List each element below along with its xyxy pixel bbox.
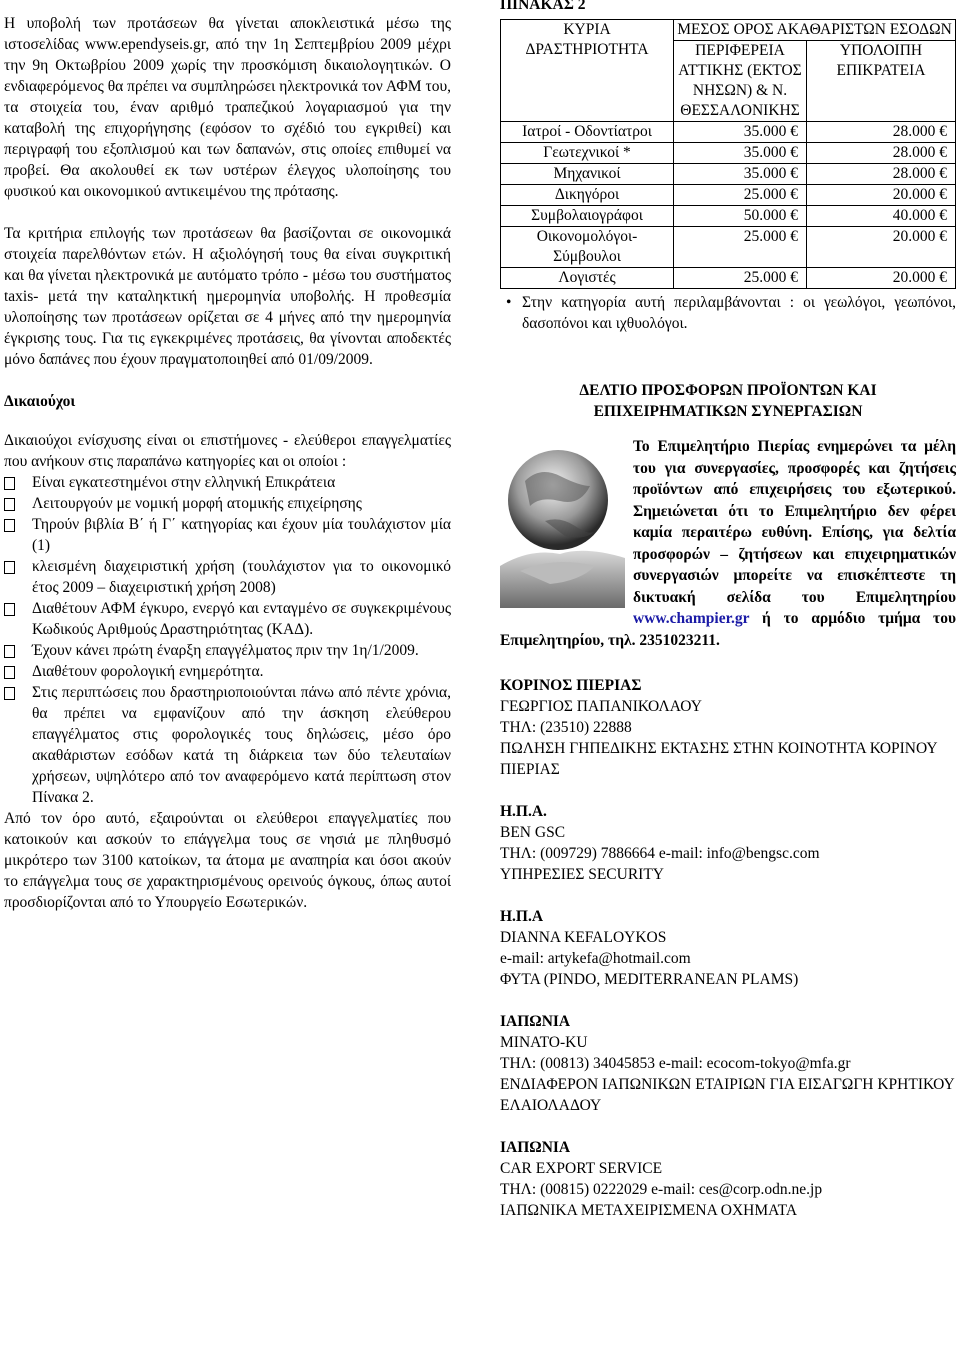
contact-line: ΦΥΤΑ (PINDO, MEDITERRANEAN PLAMS) [500,971,799,988]
cell-rest: 40.000 € [807,206,956,227]
list-item: Είναι εγκατεστημένοι στην ελληνική Επικράτεια [4,472,451,493]
contact-line: ΓΕΩΡΓΙΟΣ ΠΑΠΑΝΙΚΟΛΑΟΥ [500,698,702,715]
table-row [501,268,956,289]
checkbox-icon [4,519,15,532]
cell-activity: Λογιστές [501,268,674,289]
checkbox-icon [4,666,15,679]
checkbox-icon [4,645,15,658]
table-row [501,185,956,206]
contact-entry [500,1137,956,1221]
list-item: κλεισμένη διαχειριστική χρήση (τουλάχιστον για το οικονομικό έτος 2009 – διαχειριστική χρήση 2008) [4,556,451,598]
cell-activity: Συμβολαιογράφοι [501,206,674,227]
contact-line: CAR EXPORT SERVICE [500,1160,663,1177]
cell-activity: Γεωτεχνικοί * [501,143,674,164]
contact-entry [500,906,956,990]
beneficiaries-list [4,472,451,808]
contact-country: ΚΟΡΙΝΟΣ ΠΙΕΡΙΑΣ [500,677,642,694]
contact-entry [500,801,956,885]
list-item: Τηρούν βιβλία Β΄ ή Γ΄ κατηγορίας και έχουν μία τουλάχιστον μία (1) [4,514,451,556]
col-header-rest: ΥΠΟΛΟΙΠΗ ΕΠΙΚΡΑΤΕΙΑ [807,41,956,122]
contact-line: ΤΗΛ: (23510) 22888 [500,719,632,736]
contact-line: BEN GSC [500,824,566,841]
cell-attica: 25.000 € [674,227,807,268]
table-title: ΠΙΝΑΚΑΣ 2 [500,0,586,13]
deltio-block [500,436,956,651]
checkbox-icon [4,477,15,490]
exception-paragraph: Από τον όρο αυτό, εξαιρούνται οι ελεύθεροι επαγγελματίες που κατοικούν και ασκούν το επάγγελμα τους σε νησιά με πληθυσμό μικρότερο των 3100 κατοίκων, τα άτομα με αναπηρία και όσοι ακούν το επάγγελμα τους σε χαρακτηρισμένους ορεινούς όγκους, όπως αυτοί προσδιορίζονται από το Υπουργείο Εσωτερικών. [4,810,451,911]
cell-attica: 25.000 € [674,185,807,206]
cell-rest: 20.000 € [807,268,956,289]
checkbox-icon [4,603,15,616]
cell-rest: 20.000 € [807,227,956,268]
cell-rest: 28.000 € [807,122,956,143]
checkbox-icon [4,498,15,511]
contact-line: ΠΩΛΗΣΗ ΓΗΠΕΔΙΚΗΣ ΕΚΤΑΣΗΣ ΣΤΗΝ ΚΟΙΝΟΤΗΤΑ ΚΟΡΙΝΟΥ ΠΙΕΡΙΑΣ [500,740,938,778]
contact-line: ΤΗΛ: (00813) 34045853 e-mail: ecocom-tokyo@mfa.gr [500,1055,851,1072]
beneficiaries-heading: Δικαιούχοι [4,393,76,410]
cell-attica: 25.000 € [674,268,807,289]
contact-country: Η.Π.Α. [500,803,547,820]
checkbox-icon [4,561,15,574]
cell-attica: 35.000 € [674,143,807,164]
contact-line: ΕΝΔΙΑΦΕΡΟΝ ΙΑΠΩΝΙΚΩΝ ΕΤΑΙΡΙΩΝ ΓΙΑ ΕΙΣΑΓΩΓΗ ΚΡΗΤΙΚΟΥ ΕΛΑΙΟΛΑΔΟΥ [500,1076,955,1114]
table-row [501,164,956,185]
contact-entry [500,675,956,780]
contact-line: MINATO-KU [500,1034,588,1051]
deltio-heading: ΔΕΛΤΙΟ ΠΡΟΣΦΟΡΩΝ ΠΡΟΪΟΝΤΩΝ ΚΑΙ ΕΠΙΧΕΙΡΗΜΑΤΙΚΩΝ ΣΥΝΕΡΓΑΣΙΩΝ [579,382,877,420]
list-item: Έχουν κάνει πρώτη έναρξη επαγγέλματος πριν την 1η/1/2009. [4,640,451,661]
list-item: Στις περιπτώσεις που δραστηριοποιούνται πάνω από πέντε χρόνια, θα πρέπει να εμφανίζουν από την άσκηση ελεύθερου επαγγέλματος στις φορολογικές τους δηλώσεις, μέσο όρο ακαθάριστων εσόδων κατά τη διάρκεια των δύο τελευταίων χρήσεων, υψηλότερο από τον αναφερόμενο κατά περίπτωση στον Πίνακα 2. [4,682,451,808]
table-row [501,122,956,143]
left-column [4,0,451,913]
cell-activity: Μηχανικοί [501,164,674,185]
contact-line: ΤΗΛ: (00815) 0222029 e-mail: ces@corp.odn.ne.jp [500,1181,823,1198]
cell-attica: 50.000 € [674,206,807,227]
contacts-list [500,675,956,1221]
criteria-paragraph: Τα κριτήρια επιλογής των προτάσεων θα βασίζονται σε οικονομικά στοιχεία παρελθόντων ετών. Η αξιολόγησή τους θα είναι συγκριτική και θα γίνεται ηλεκτρονικά με αυτόματο τρόπο - μέσω του συστήματος taxis- μετά την καταληκτική ημερομηνία υποβολής. Η προθεσμία υλοποίησης των προτάσεων ορίζεται σε 4 μήνες από την ημερομηνία έγκρισης τους. Για τις εγκεκριμένες προτάσεις, θα γίνονται αποδεκτές μόνο δαπάνες που έχουν πραγματοποιηθεί από 01/09/2009. [4,225,451,368]
submission-paragraph: Η υποβολή των προτάσεων θα γίνεται αποκλειστικά μέσω της ιστοσελίδας www.ependyseis.gr, από την 1η Σεπτεμβρίου 2009 μέχρι την 9η Οκτωβρίου 2009 χωρίς την προσκόμιση δικαιολογητικών. Ο ενδιαφερόμενος θα πρέπει να συμπληρώσει ηλεκτρονικά τον ΑΦΜ του, τα στοιχεία του, έναν αριθμό τραπεζικού λογαριασμού για την καταβολή της επιχορήγησης (εφόσον το σχέδιό του εγκριθεί) και περιγραφή του εξοπλισμού και των δαπανών, στις οποίες επιθυμεί να προβεί. Θα ακολουθεί εκ των υστέρων έλεγχος υλοποίησης του φυσικού και οικονομικού αντικειμένου της πρότασης. [4,15,451,200]
cell-activity: Οικονομολόγοι-Σύμβουλοι [501,227,674,268]
col-header-group: ΜΕΣΟΣ ΟΡΟΣ ΑΚΑΘΑΡΙΣΤΩΝ ΕΣΟΔΩΝ [674,20,956,41]
cell-attica: 35.000 € [674,122,807,143]
contact-country: ΙΑΠΩΝΙΑ [500,1013,571,1030]
cell-activity: Ιατροί - Οδοντίατροι [501,122,674,143]
col-header-activity: ΚΥΡΙΑ ΔΡΑΣΤΗΡΙΟΤΗΤΑ [501,20,674,122]
list-item: Λειτουργούν με νομική μορφή ατομικής επιχείρησης [4,493,451,514]
checkbox-icon [4,687,15,700]
contact-line: ΙΑΠΩΝΙΚΑ ΜΕΤΑΧΕΙΡΙΣΜΕΝΑ ΟΧΗΜΑΤΑ [500,1202,798,1219]
cell-attica: 35.000 € [674,164,807,185]
col-header-attica: ΠΕΡΙΦΕΡΕΙΑ ΑΤΤΙΚΗΣ (ΕΚΤΟΣ ΝΗΣΩΝ) & Ν. ΘΕΣΣΑΛΟΝΙΚΗΣ [674,41,807,122]
contact-country: ΙΑΠΩΝΙΑ [500,1139,571,1156]
contact-line: DIANNA KEFALOYKOS [500,929,667,946]
income-table [500,19,956,289]
cell-rest: 28.000 € [807,143,956,164]
table-row [501,143,956,164]
contact-country: Η.Π.Α [500,908,544,925]
right-column [500,0,956,1242]
globe-handshake-image [500,436,625,608]
deltio-text: Το Επιμελητήριο Πιερίας ενημερώνει τα μέλη του για συνεργασίες, προσφορές και ζητήσεις προϊόντων από επιχειρήσεις του εξωτερικού. Σημειώνεται ότι το Επιμελητήριο δεν φέρει καμία περαιτέρω ευθύνη. Επίσης, για δελτία προσφορών – ζητήσεων και επιχειρηματικών συνεργασιών μπορείτε να επισκέπτεστε τη δικτυακή σελίδα του Επιμελητηρίου [633,438,956,606]
cell-activity: Δικηγόροι [501,185,674,206]
contact-line: ΥΠΗΡΕΣΙΕΣ SECURITY [500,866,664,883]
cell-rest: 20.000 € [807,185,956,206]
cell-rest: 28.000 € [807,164,956,185]
beneficiaries-intro: Δικαιούχοι ενίσχυσης είναι οι επιστήμονες - ελεύθεροι επαγγελματίες που ανήκουν στις παραπάνω κατηγορίες και οι οποίοι : [4,432,451,470]
list-item: Διαθέτουν φορολογική ενημερότητα. [4,661,451,682]
list-item: Διαθέτουν ΑΦΜ έγκυρο, ενεργό και ενταγμένο σε συγκεκριμένους Κωδικούς Αριθμούς Δραστηριότητας (ΚΑΔ). [4,598,451,640]
table-row [501,227,956,268]
contact-entry [500,1011,956,1116]
table-row [501,206,956,227]
deltio-text-end: ή το αρμόδιο τμήμα του Επιμελητηρίου, τηλ. 2351023211. [500,610,956,649]
table-note: • Στην κατηγορία αυτή περιλαμβάνονται : οι γεωλόγοι, γεωπόνοι, δασοπόνοι και ιχθυολόγοι. [500,292,956,334]
contact-line: e-mail: artykefa@hotmail.com [500,950,691,967]
champier-link[interactable]: www.champier.gr [633,610,750,627]
contact-line: ΤΗΛ: (009729) 7886664 e-mail: info@bengsc.com [500,845,820,862]
